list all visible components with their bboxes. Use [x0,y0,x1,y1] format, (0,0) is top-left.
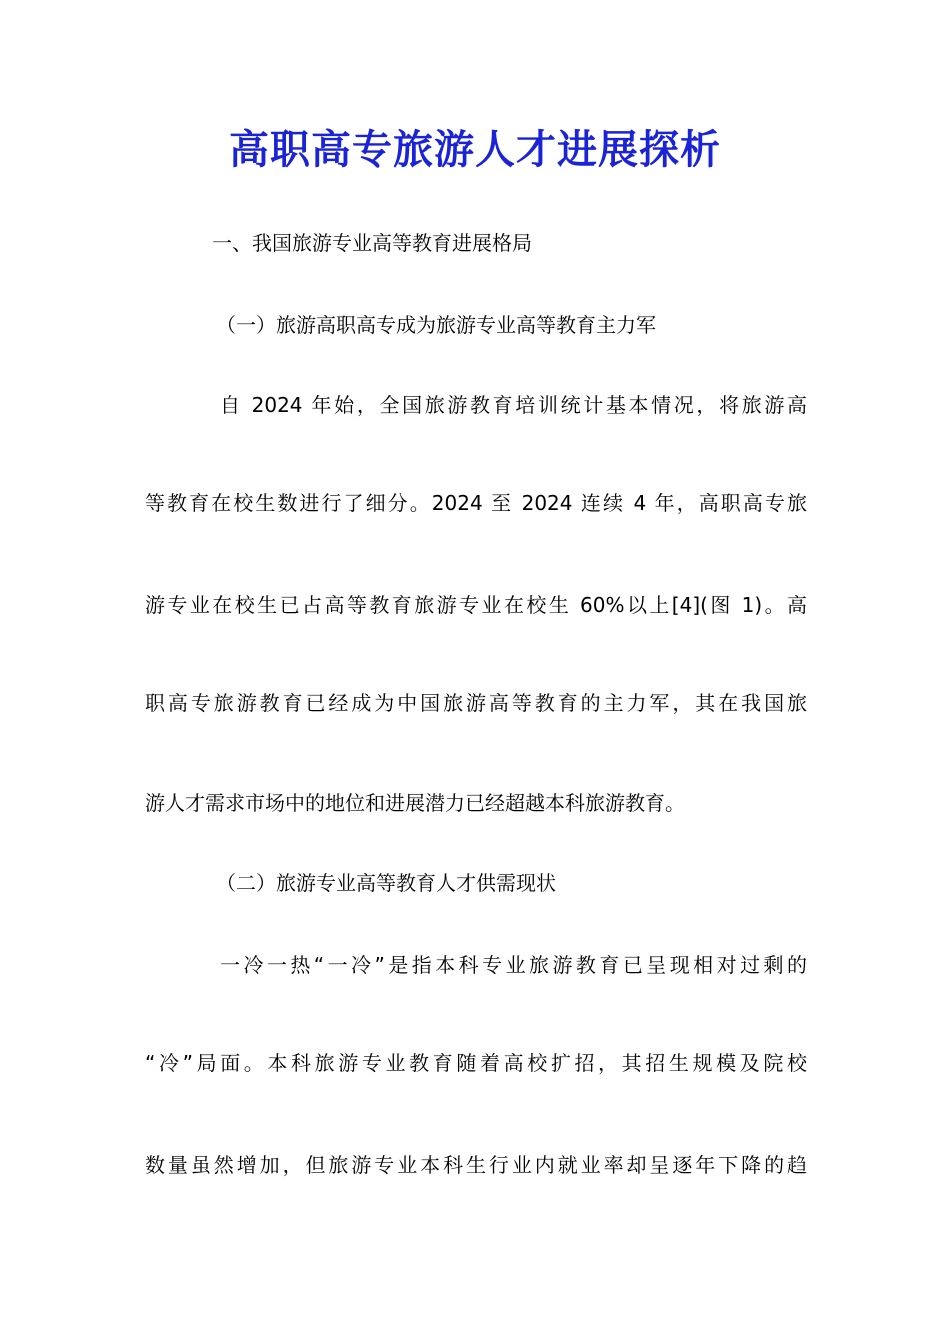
paragraph-line: 自 2024 年始，全国旅游教育培训统计基本情况，将旅游高 [220,393,807,417]
section-heading: 一、我国旅游专业高等教育进展格局 [212,231,532,255]
paragraph-line: 数量虽然增加，但旅游专业本科生行业内就业率却呈逐年下降的趋 [145,1153,807,1177]
paragraph-line: 职高专旅游教育已经成为中国旅游高等教育的主力军，其在我国旅 [145,691,807,715]
subsection-heading-2: （二）旅游专业高等教育人才供需现状 [216,871,556,895]
paragraph-line: 一冷一热“一冷”是指本科专业旅游教育已呈现相对过剩的 [220,953,807,977]
paragraph-line: 游专业在校生已占高等教育旅游专业在校生 60%以上[4](图 1)。高 [145,593,807,617]
subsection-heading-1: （一）旅游高职高专成为旅游专业高等教育主力军 [216,313,656,337]
paragraph-line: “冷”局面。本科旅游专业教育随着高校扩招，其招生规模及院校 [145,1051,807,1075]
paragraph-line: 等教育在校生数进行了细分。2024 至 2024 连续 4 年，高职高专旅 [145,491,807,515]
paragraph-line: 游人才需求市场中的地位和进展潜力已经超越本科旅游教育。 [145,791,685,815]
document-title: 高职高专旅游人才进展探析 [229,126,721,173]
